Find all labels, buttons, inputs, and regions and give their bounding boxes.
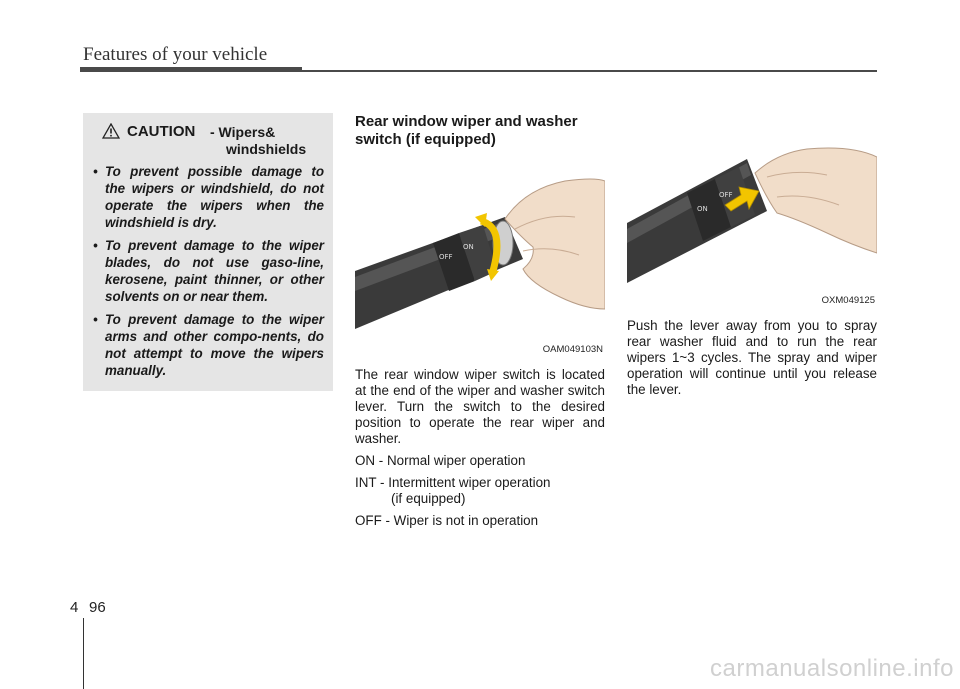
caution-bullet: • To prevent damage to the wiper blades, do not use gaso-line, kerosene, paint thinner, or other solvents on or near them. (93, 238, 324, 304)
mode-off (355, 513, 605, 529)
caution-bullet: • To prevent damage to the wiper arms and other compo-nents, do not attempt to move the wipers manually. (93, 312, 324, 378)
svg-text:OFF: OFF (719, 191, 733, 199)
mode-int (355, 475, 605, 507)
svg-text:ON: ON (463, 243, 474, 251)
page-number: 96 (89, 599, 106, 616)
image-code-label: OXM049125 (821, 295, 875, 306)
caution-bullet: • To prevent possible damage to the wipers or windshield, do not operate the wipers when the windshield is dry. (93, 164, 324, 230)
mode-on-text: ON - Normal wiper operation (355, 453, 526, 468)
header-rule-thick (80, 67, 302, 72)
section-title: Rear window wiper and washer switch (if equipped) (355, 113, 578, 148)
hand-turning-switch-image (355, 159, 605, 357)
caution-subtitle-line2: windshields (226, 141, 307, 157)
caution-label: CAUTION (127, 123, 196, 140)
push-lever-illustration (627, 113, 877, 308)
caution-box (83, 113, 333, 391)
watermark: carmanualsonline.info (710, 655, 954, 682)
rear-wiper-switch-illustration (355, 159, 605, 357)
page-header-title: Features of your vehicle (83, 44, 268, 65)
caution-bullet-list (93, 163, 324, 379)
header-rule-thin (302, 70, 877, 72)
caution-heading (93, 123, 324, 163)
washer-paragraph: Push the lever away from you to spray rear washer fluid and to run the rear wipers 1~3 cycles. The spray and wiper operation will continue until you release the lever. (627, 318, 877, 397)
caution-subtitle-line1: - Wipers& (210, 124, 276, 140)
image-code-label: OAM049103N (542, 344, 603, 355)
mode-int-note: (if equipped) (391, 491, 466, 506)
hand-pushing-lever-image (627, 113, 877, 308)
mode-on (355, 453, 605, 469)
section-paragraph: The rear window wiper switch is located at the end of the wiper and washer switch lever. Turn the switch to the desired position to operate the rear wiper and washer. (355, 367, 605, 446)
rear-wiper-section (355, 113, 605, 529)
svg-text:ON: ON (697, 205, 708, 213)
footer-divider (83, 618, 84, 689)
mode-off-text: OFF - Wiper is not in operation (355, 513, 539, 528)
svg-text:OFF: OFF (439, 253, 453, 261)
warning-triangle-icon (102, 123, 120, 144)
washer-section (627, 113, 877, 398)
chapter-number: 4 (70, 599, 79, 616)
mode-int-text: INT - Intermittent wiper operation (355, 475, 551, 490)
